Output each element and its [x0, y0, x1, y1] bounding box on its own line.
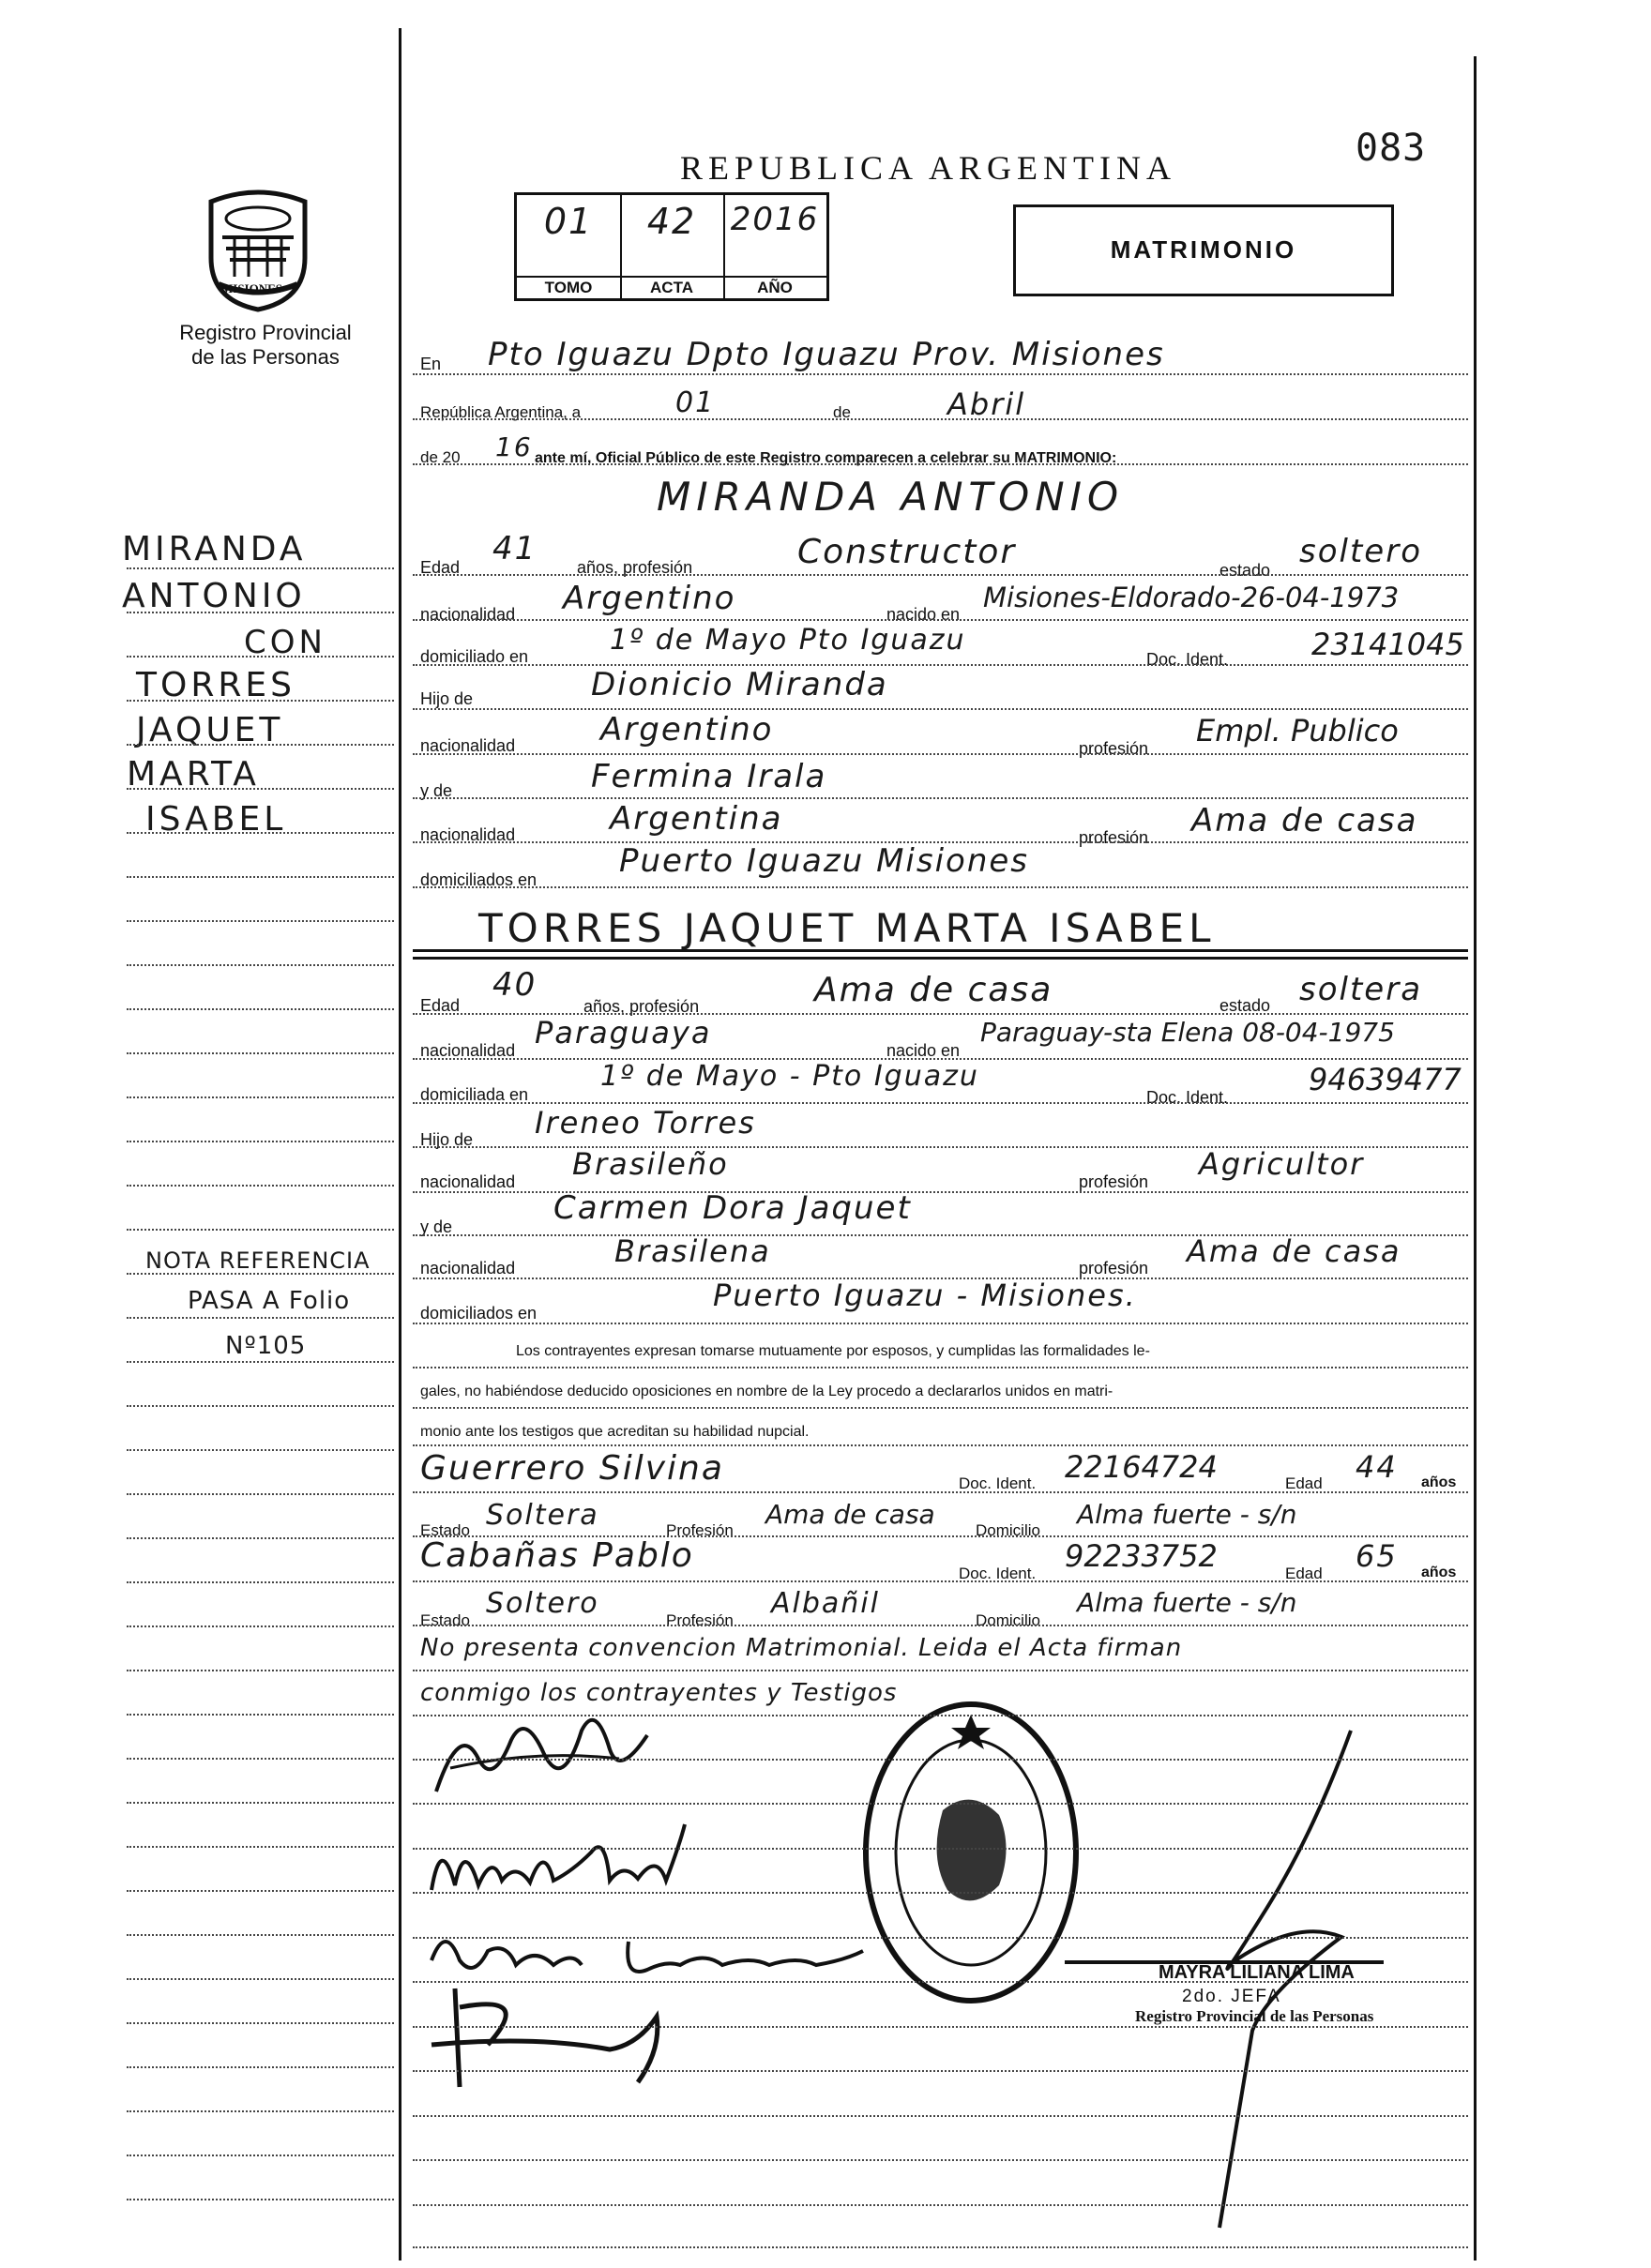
c2-doc-label: Doc. Ident. — [1146, 1088, 1229, 1107]
body-ruled-line — [413, 1715, 1468, 1716]
margin-ruled-line — [127, 612, 394, 613]
testigo1-doc: 22164724 — [1065, 1449, 1218, 1485]
country-title: REPUBLICA ARGENTINA — [680, 149, 1177, 187]
c2-edad: 40 — [492, 966, 538, 1004]
c2-domicilio: 1º de Mayo - Pto Iguazu — [600, 1060, 979, 1093]
margin-note-3: Nº105 — [225, 1332, 307, 1360]
c2-domicilio-padres: Puerto Iguazu - Misiones. — [713, 1278, 1137, 1313]
margin-name-4: TORRES — [136, 666, 295, 704]
contrayente-separator-line — [413, 957, 1468, 960]
year-label: de 20 — [420, 448, 461, 466]
body-ruled-line — [413, 2246, 1468, 2248]
c1-nacionalidad-label: nacionalidad — [420, 605, 516, 624]
body-ruled-line — [413, 664, 1468, 666]
acta-label: ACTA — [620, 276, 723, 298]
body-ruled-line — [413, 1058, 1468, 1060]
testigo2-anos-label: años — [1421, 1565, 1457, 1580]
margin-ruled-line — [127, 1625, 394, 1627]
testigo1-anos-label: años — [1421, 1474, 1457, 1490]
margin-ruled-line — [127, 1273, 394, 1275]
margin-ruled-line — [127, 1141, 394, 1142]
margin-ruled-line — [127, 1537, 394, 1539]
official-office: Registro Provincial de las Personas — [1135, 2007, 1374, 2025]
c1-madre-prof: Ama de casa — [1191, 802, 1418, 839]
declaration-line-1: Los contrayentes expresan tomarse mutuamente por esposos, y cumplidas las formalidades le- — [516, 1343, 1150, 1359]
c1-madre-prof-label: profesión — [1079, 828, 1149, 847]
margin-ruled-line — [127, 1052, 394, 1054]
c1-edad-label: Edad — [420, 558, 461, 577]
testigo2-estado-label: Estado — [420, 1611, 470, 1629]
c1-nacido: Misiones-Eldorado-26-04-1973 — [983, 582, 1400, 613]
testigo2-profesion: Albañil — [771, 1587, 880, 1620]
delegation-seal-stamp — [858, 1698, 1083, 2007]
body-ruled-line — [413, 1892, 1468, 1894]
margin-name-5: JAQUET — [136, 711, 284, 749]
margin-ruled-line — [127, 1405, 394, 1407]
body-ruled-line — [413, 753, 1468, 755]
margin-ruled-line — [127, 788, 394, 790]
month-value: Abril — [947, 386, 1026, 422]
margin-ruled-line — [127, 1802, 394, 1804]
c1-madre: Fermina Irala — [591, 758, 827, 795]
c1-estado: soltero — [1299, 533, 1422, 570]
margin-ruled-line — [127, 1670, 394, 1671]
c1-edad: 41 — [492, 530, 538, 567]
body-ruled-line — [413, 1278, 1468, 1279]
c1-domicilio-padres: Puerto Iguazu Misiones — [619, 842, 1030, 880]
margin-ruled-line — [127, 1978, 394, 1980]
testigo2-dom-label: Domicilio — [976, 1611, 1040, 1629]
body-ruled-line — [413, 1234, 1468, 1236]
tomo-cell — [517, 195, 622, 298]
body-ruled-line — [413, 797, 1468, 799]
contrayente-separator-line — [413, 949, 1468, 952]
margin-ruled-line — [127, 1846, 394, 1848]
right-margin-rule — [1474, 56, 1477, 2260]
testigo1-edad: 44 — [1356, 1449, 1398, 1485]
year-value: 16 — [495, 431, 533, 462]
signature-contrayente-1 — [422, 1702, 666, 1806]
declaration-line-3: monio ante los testigos que acreditan su habilidad nupcial. — [420, 1424, 810, 1440]
body-ruled-line — [413, 1367, 1468, 1368]
c1-padre-prof-label: profesión — [1079, 739, 1149, 758]
testigo1-estado: Soltera — [486, 1499, 599, 1532]
tomo-acta-anio-box — [514, 192, 829, 301]
body-ruled-line — [413, 1625, 1468, 1626]
c1-domicilio: 1º de Mayo Pto Iguazu — [610, 624, 966, 657]
margin-ruled-line — [127, 700, 394, 702]
c2-domicilio-label: domiciliada en — [420, 1085, 529, 1104]
body-ruled-line — [413, 708, 1468, 710]
c2-hijo-label: Hijo de — [420, 1130, 474, 1149]
margin-ruled-line — [127, 1185, 394, 1187]
c1-domicilio-label: domiciliado en — [420, 647, 529, 666]
signature-testigo-2 — [422, 1979, 685, 2092]
contrayente1-name: MIRANDA ANTONIO — [657, 474, 1125, 520]
body-ruled-line — [413, 1535, 1468, 1537]
body-ruled-line — [413, 1981, 1468, 1983]
c2-madre-prof-label: profesión — [1079, 1259, 1149, 1278]
testigo2-edad-label: Edad — [1285, 1565, 1323, 1582]
c2-domiciliados-label: domiciliados en — [420, 1304, 538, 1323]
c1-madre-nac: Argentina — [610, 800, 783, 838]
c1-doc: 23141045 — [1311, 627, 1464, 662]
c2-nacionalidad: Paraguaya — [535, 1015, 712, 1051]
body-ruled-line — [413, 2159, 1468, 2161]
testigo2-doc-label: Doc. Ident. — [959, 1565, 1037, 1582]
c1-nacido-label: nacido en — [886, 605, 961, 624]
body-ruled-line — [413, 619, 1468, 621]
margin-name-3: CON — [244, 624, 326, 661]
body-ruled-line — [413, 1146, 1468, 1148]
testigo1-prof-label: Profesión — [666, 1521, 734, 1539]
body-ruled-line — [413, 1580, 1468, 1582]
body-ruled-line — [413, 1848, 1468, 1850]
c1-hijo-label: Hijo de — [420, 689, 474, 708]
acta-value: 42 — [646, 201, 697, 242]
margin-ruled-line — [127, 2066, 394, 2068]
body-ruled-line — [413, 841, 1468, 843]
margin-ruled-line — [127, 1890, 394, 1892]
margin-ruled-line — [127, 964, 394, 966]
c1-padre: Dionicio Miranda — [591, 666, 888, 703]
folio-number: 083 — [1356, 127, 1427, 170]
body-ruled-line — [413, 2026, 1468, 2028]
c1-yde-label: y de — [420, 781, 453, 800]
testigo1-edad-label: Edad — [1285, 1474, 1323, 1492]
margin-ruled-line — [127, 1581, 394, 1583]
c1-nacionalidad: Argentino — [563, 580, 736, 617]
margin-ruled-line — [127, 1493, 394, 1495]
margin-ruled-line — [127, 2199, 394, 2200]
margin-ruled-line — [127, 1317, 394, 1319]
body-ruled-line — [413, 1803, 1468, 1805]
c2-yde-label: y de — [420, 1217, 453, 1236]
body-ruled-line — [413, 2204, 1468, 2206]
body-ruled-line — [413, 1407, 1468, 1409]
margin-ruled-line — [127, 1361, 394, 1363]
testigo2-doc: 92233752 — [1065, 1538, 1218, 1574]
c2-madre-prof: Ama de casa — [1187, 1233, 1401, 1269]
margin-ruled-line — [127, 1229, 394, 1231]
acta-cell — [620, 195, 725, 298]
body-ruled-line — [413, 574, 1468, 576]
margin-ruled-line — [127, 1096, 394, 1098]
c2-estado: soltera — [1299, 971, 1423, 1008]
c2-edad-label: Edad — [420, 996, 461, 1015]
margin-ruled-line — [127, 876, 394, 878]
margin-name-1: MIRANDA — [122, 530, 307, 568]
c2-padre-nac-label: nacionalidad — [420, 1172, 516, 1191]
c2-madre-nac-label: nacionalidad — [420, 1259, 516, 1278]
contrayente2-name: TORRES JAQUET MARTA ISABEL — [478, 905, 1216, 951]
c1-madre-nac-label: nacionalidad — [420, 825, 516, 844]
c2-estado-label: estado — [1219, 996, 1271, 1015]
testigo1-profesion: Ama de casa — [765, 1499, 935, 1530]
tomo-value: 01 — [543, 201, 594, 242]
c2-padre-prof: Agricultor — [1199, 1146, 1365, 1182]
body-ruled-line — [413, 463, 1468, 465]
testigo2-estado: Soltero — [486, 1587, 599, 1620]
c2-madre: Carmen Dora Jaquet — [553, 1189, 912, 1227]
de-label: de — [833, 403, 851, 421]
c1-estado-label: estado — [1219, 561, 1271, 580]
c2-madre-nac: Brasilena — [614, 1233, 771, 1269]
left-margin-rule — [399, 28, 401, 2260]
body-ruled-line — [413, 1013, 1468, 1015]
anio-label: AÑO — [723, 276, 826, 298]
body-ruled-line — [413, 1491, 1468, 1493]
margin-name-7: ISABEL — [145, 800, 287, 839]
c2-nacido-label: nacido en — [886, 1041, 961, 1060]
registry-name-line1: Registro Provincial — [179, 321, 352, 344]
day-value: 01 — [675, 386, 716, 419]
logo-caption: MISIONES — [221, 281, 283, 295]
body-ruled-line — [413, 886, 1468, 888]
margin-ruled-line — [127, 1714, 394, 1716]
margin-name-2: ANTONIO — [122, 577, 306, 615]
signature-contrayente-2 — [422, 1815, 704, 1918]
c1-padre-nac: Argentino — [600, 711, 774, 748]
margin-note-1: NOTA REFERENCIA — [145, 1247, 371, 1274]
act-type-box — [1013, 204, 1394, 296]
testigo2-prof-label: Profesión — [666, 1611, 734, 1629]
tomo-label: TOMO — [517, 276, 620, 298]
testigo1-dom-label: Domicilio — [976, 1521, 1040, 1539]
margin-ruled-line — [127, 2155, 394, 2156]
body-ruled-line — [413, 2115, 1468, 2117]
body-ruled-line — [413, 373, 1468, 375]
act-type-label: MATRIMONIO — [1110, 235, 1297, 264]
c1-domiciliados-label: domiciliados en — [420, 870, 538, 889]
margin-ruled-line — [127, 656, 394, 658]
body-ruled-line — [413, 1937, 1468, 1939]
margin-name-6: MARTA — [127, 755, 260, 794]
anio-value: 2016 — [730, 201, 820, 238]
official-name: MAYRA LILIANA LIMA — [1159, 1962, 1355, 1983]
margin-note-2: PASA A Folio — [188, 1287, 351, 1315]
c2-padre: Ireneo Torres — [535, 1105, 756, 1141]
c1-anos-profesion-label: años, profesión — [577, 558, 693, 577]
c2-profesion: Ama de casa — [814, 971, 1053, 1009]
closing-line-2: conmigo los contrayentes y Testigos — [420, 1679, 898, 1707]
official-title: 2do. JEFA — [1182, 1987, 1281, 2006]
anio-cell — [723, 195, 826, 298]
margin-ruled-line — [127, 832, 394, 834]
margin-ruled-line — [127, 1008, 394, 1010]
en-label: En — [420, 355, 442, 373]
testigo1-estado-label: Estado — [420, 1521, 470, 1539]
margin-ruled-line — [127, 1449, 394, 1451]
margin-ruled-line — [127, 2022, 394, 2024]
body-ruled-line — [413, 418, 1468, 420]
margin-ruled-line — [127, 2110, 394, 2112]
c1-padre-prof: Empl. Publico — [1196, 713, 1399, 748]
c1-profesion: Constructor — [797, 533, 1017, 571]
body-ruled-line — [413, 1323, 1468, 1324]
declaration-line-2: gales, no habiéndose deducido oposiciones en nombre de la Ley procedo a declararlos unidos en matri- — [420, 1383, 1113, 1399]
c2-padre-nac: Brasileño — [572, 1146, 729, 1182]
body-ruled-line — [413, 1191, 1468, 1193]
body-ruled-line — [413, 1670, 1468, 1671]
appearance-statement: ante mí, Oficial Público de este Registro comparecen a celebrar su MATRIMONIO: — [535, 450, 1117, 466]
testigo1-name: Guerrero Silvina — [420, 1449, 724, 1488]
republica-label: República Argentina, a — [420, 403, 582, 421]
body-ruled-line — [413, 1444, 1468, 1446]
testigo2-edad: 65 — [1356, 1538, 1398, 1574]
testigo2-name: Cabañas Pablo — [420, 1536, 694, 1575]
body-ruled-line — [413, 2070, 1468, 2072]
testigo1-domicilio: Alma fuerte - s/n — [1077, 1499, 1297, 1530]
margin-ruled-line — [127, 920, 394, 922]
c1-padre-nac-label: nacionalidad — [420, 736, 516, 755]
margin-ruled-line — [127, 744, 394, 746]
c2-nacionalidad-label: nacionalidad — [420, 1041, 516, 1060]
testigo1-doc-label: Doc. Ident. — [959, 1474, 1037, 1492]
c2-padre-prof-label: profesión — [1079, 1172, 1149, 1191]
closing-line-1: No presenta convencion Matrimonial. Leida el Acta firman — [420, 1634, 1183, 1662]
body-ruled-line — [413, 1102, 1468, 1104]
signature-testigo-1 — [422, 1913, 891, 1988]
margin-ruled-line — [127, 1934, 394, 1936]
margin-ruled-line — [127, 567, 394, 569]
c1-doc-label: Doc. Ident. — [1146, 650, 1229, 669]
testigo2-domicilio: Alma fuerte - s/n — [1077, 1587, 1297, 1618]
registry-name-line2: de las Personas — [191, 345, 340, 369]
c2-anos-profesion-label: años, profesión — [583, 997, 700, 1016]
c2-doc: 94639477 — [1309, 1062, 1462, 1097]
c2-nacido: Paraguay-sta Elena 08-04-1975 — [980, 1017, 1395, 1048]
en-value: Pto Iguazu Dpto Iguazu Prov. Misiones — [488, 336, 1165, 373]
margin-ruled-line — [127, 1758, 394, 1760]
body-ruled-line — [413, 1759, 1468, 1761]
